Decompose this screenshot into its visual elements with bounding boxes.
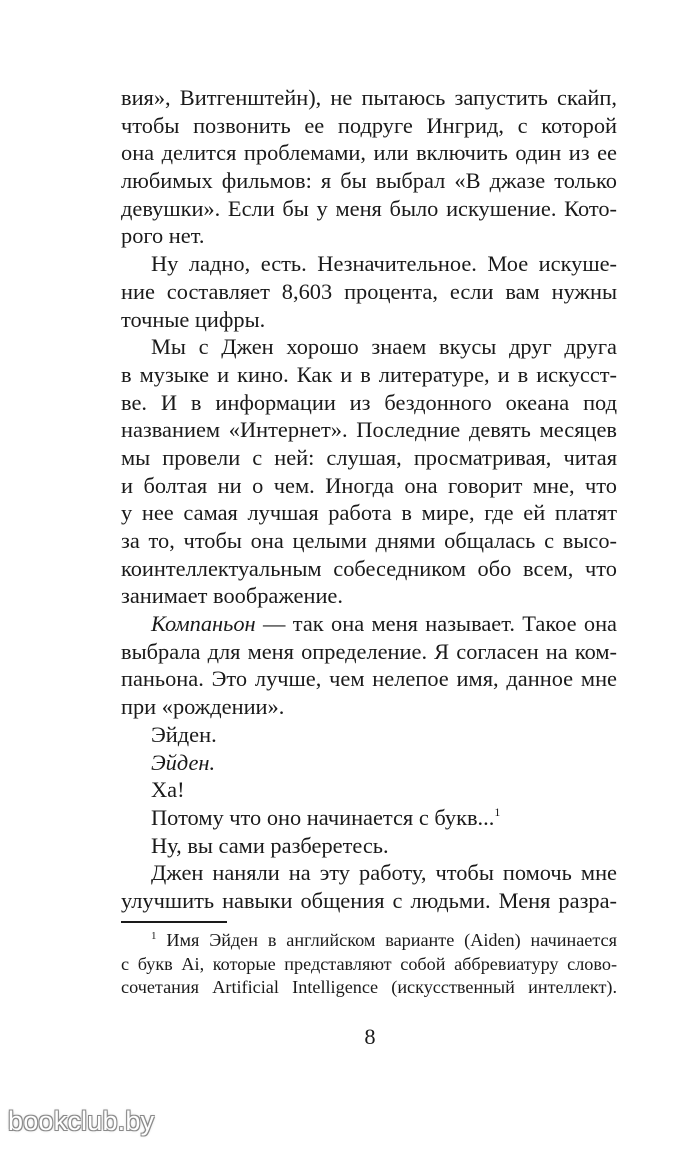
watermark-logo: bookclub.by xyxy=(8,1106,155,1136)
text-line: Ну ладно, есть. Незначительное. Мое искуше- xyxy=(151,251,617,277)
footnote-marker: 1 xyxy=(151,930,157,942)
text-line: в музыке и кино. Как и в литературе, и в искусст- xyxy=(121,361,617,387)
text-line: выбрала для меня определение. Я согласен на ком- xyxy=(121,638,617,664)
text-line: ние составляет 8,603 процента, если вам нужны xyxy=(121,278,617,304)
text-line: Джен наняли на эту работу, чтобы помочь мне xyxy=(151,860,617,886)
text-line: девушки». Если бы у меня было искушение. Кото- xyxy=(121,195,617,221)
footnote-text: Имя Эйден в английском варианте (Aiden) начинается xyxy=(156,930,617,950)
text-line: Ха! xyxy=(151,777,185,803)
text-line: вия», Витгенштейн), не пытаюсь запустить скайп, xyxy=(121,85,617,110)
text-line-mixed xyxy=(121,804,617,832)
main-text xyxy=(121,84,617,915)
text-line: мы провели с ней: слушая, просматривая, читая xyxy=(121,444,617,470)
footnote-ref: 1 xyxy=(494,804,501,819)
footnote-line: с букв Ai, которые представляют собой аббревиатуру слово- xyxy=(121,953,617,974)
text-line: Эйден. xyxy=(151,721,217,747)
text-line: рого нет. xyxy=(121,223,205,249)
footnote-divider xyxy=(121,921,227,923)
footnote-line-mixed xyxy=(121,929,617,953)
text-line: любимых фильмов: я бы выбрал «В джазе только xyxy=(121,168,617,194)
text-line: чтобы позвонить ее подруге Ингрид, с которой xyxy=(121,112,617,138)
text-line: за то, чтобы она целыми днями общалась с высо- xyxy=(121,528,617,553)
text-line: ве. И в информации из бездонного океана под xyxy=(121,389,617,415)
text-line: у нее самая лучшая работа в мире, где ей платят xyxy=(121,500,617,526)
text-line: паньона. Это лучше, чем нелепое имя, данное мне xyxy=(121,666,617,692)
footnote-line: сочетания Artificial Intelligence (искусственный интеллект). xyxy=(121,977,617,997)
text-line: и болтая ни о чем. Иногда она говорит мне, что xyxy=(121,472,617,498)
footnote xyxy=(121,929,617,1000)
text-line-mixed xyxy=(121,610,617,638)
text-line: улучшить навыки общения с людьми. Меня разра- xyxy=(121,887,617,913)
text-line: точные цифры. xyxy=(121,306,266,332)
text-run: Потому что оно начинается с букв... xyxy=(151,804,495,830)
text-line-italic: Эйден. xyxy=(151,749,216,775)
text-line: Ну, вы сами разберетесь. xyxy=(151,832,389,858)
text-line: коинтеллектуальным собеседником обо всем, что xyxy=(121,555,617,581)
text-line: она делится проблемами, или включить один из ее xyxy=(121,140,617,166)
text-line: Мы с Джен хорошо знаем вкусы друг друга xyxy=(151,334,617,360)
text-run: — так она меня называет. Такое она xyxy=(255,611,617,637)
text-line: занимает воображение. xyxy=(121,583,343,609)
page-number: 8 xyxy=(364,1024,376,1049)
text-line: названием «Интернет». Последние девять месяцев xyxy=(121,417,617,443)
italic-term: Компаньон xyxy=(151,611,256,637)
text-line: при «рождении». xyxy=(121,694,285,720)
